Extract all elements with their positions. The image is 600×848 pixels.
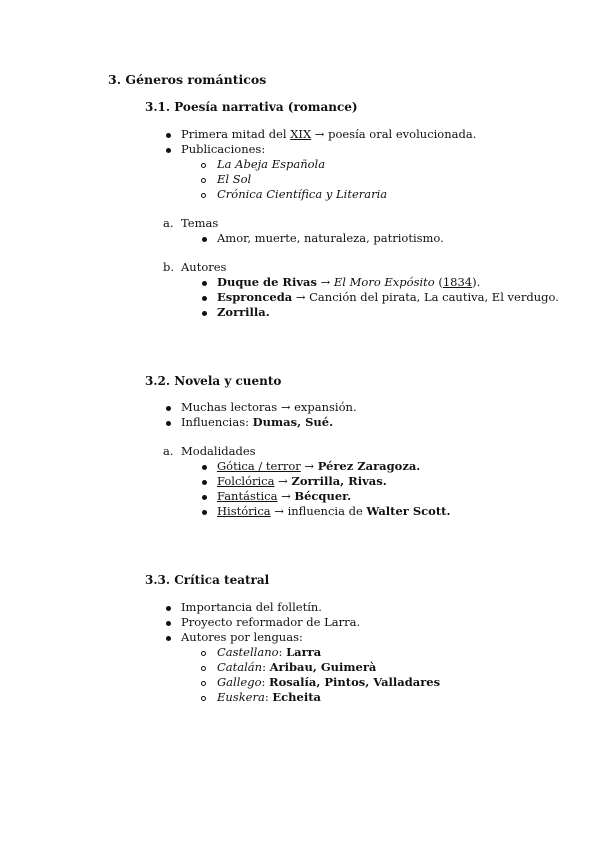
list-label: Modalidades (181, 444, 256, 458)
bullet-disc (202, 480, 207, 485)
bullet-disc (166, 406, 171, 411)
bullet-disc (202, 237, 207, 242)
language-item: Catalán: Aribau, Guimerà (217, 660, 377, 674)
author-item: Espronceda → Canción del pirata, La cautiva, El verdugo. (217, 290, 559, 304)
list-item: Primera mitad del XIX → poesía oral evolucionada. (181, 127, 477, 141)
publication-item: La Abeja Española (217, 157, 326, 171)
bullet-disc (166, 133, 171, 138)
bullet-circle (201, 193, 206, 198)
subsection-heading-3-2: 3.2. Novela y cuento (145, 374, 282, 388)
list-label: Autores (181, 260, 227, 274)
bullet-disc (202, 465, 207, 470)
author-item: Zorrilla. (217, 305, 270, 319)
publication-item: El Sol (217, 172, 252, 186)
list-marker: b. (163, 260, 175, 274)
bullet-disc (202, 311, 207, 316)
bullet-disc (166, 636, 171, 641)
bullet-disc (202, 296, 207, 301)
bullet-circle (201, 681, 206, 686)
language-item: Castellano: Larra (217, 645, 322, 659)
list-item: Importancia del folletín. (181, 600, 322, 614)
subsection-heading-3-1: 3.1. Poesía narrativa (romance) (145, 100, 358, 114)
bullet-disc (166, 621, 171, 626)
genre-item: Histórica → influencia de Walter Scott. (217, 504, 451, 518)
bullet-circle (201, 178, 206, 183)
list-marker: a. (163, 444, 174, 458)
list-item: Publicaciones: (181, 142, 266, 156)
list-marker: a. (163, 216, 174, 230)
bullet-circle (201, 666, 206, 671)
genre-item: Gótica / terror → Pérez Zaragoza. (217, 459, 421, 473)
list-item: Autores por lenguas: (181, 630, 303, 644)
list-item: Muchas lectoras → expansión. (181, 400, 357, 414)
bullet-circle (201, 163, 206, 168)
list-item: Influencias: Dumas, Sué. (181, 415, 334, 429)
bullet-disc (202, 510, 207, 515)
section-heading: 3. Géneros románticos (108, 72, 267, 87)
language-item: Euskera: Echeita (217, 690, 321, 704)
bullet-disc (166, 421, 171, 426)
bullet-disc (166, 148, 171, 153)
subsection-heading-3-3: 3.3. Crítica teatral (145, 573, 270, 587)
bullet-disc (166, 606, 171, 611)
bullet-disc (202, 281, 207, 286)
list-item: Proyecto reformador de Larra. (181, 615, 361, 629)
bullet-circle (201, 651, 206, 656)
list-item: Amor, muerte, naturaleza, patriotismo. (217, 231, 444, 245)
list-label: Temas (181, 216, 219, 230)
genre-item: Fantástica → Bécquer. (217, 489, 352, 503)
language-item: Gallego: Rosalía, Pintos, Valladares (217, 675, 441, 689)
bullet-disc (202, 495, 207, 500)
publication-item: Crónica Científica y Literaria (217, 187, 388, 201)
genre-item: Folclórica → Zorrilla, Rivas. (217, 474, 387, 488)
author-item: Duque de Rivas → El Moro Expósito (1834). (217, 275, 481, 289)
bullet-circle (201, 696, 206, 701)
